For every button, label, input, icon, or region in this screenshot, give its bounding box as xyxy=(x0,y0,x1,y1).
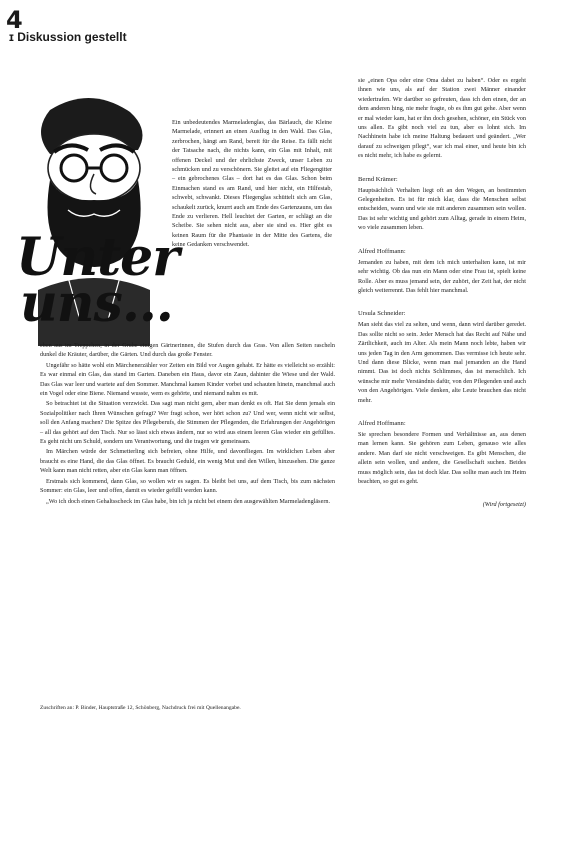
comment-entry xyxy=(358,419,526,486)
comment-text: Jemanden zu haben, mit dem ich mich unterhalten kann, ist mir sehr wichtig. Ob das nun ein Mann oder eine Frau ist, spielt keine Rolle. Aber es muss jemand sein, der zuhört, der Zeit hat, der nicht gleich weiterrennt. Das fehlt hier manchmal. xyxy=(358,258,526,294)
comment-text: Man sieht das viel zu selten, und wenn, dann wird darüber geredet. Das sollte nicht so sein. Jeder Mensch hat das Recht auf Nähe und Zärtlichkeit, auch im Alter. Als mein Mann noch lebte, haben wir uns jeden Tag in den Arm genommen. Das vermisse ich heute sehr. Und dann diese Blicke, wenn man mal jemanden an die Hand nimmt. Das ist doch nichts Schlimmes, das ist menschlich. Ich wünsche mir mehr Verständnis dafür, von den Pflegenden und auch von den Angehörigen. Viele denken, alte Leute brauchen das nicht mehr. xyxy=(358,321,526,404)
intro-column xyxy=(172,118,332,250)
comment-entry xyxy=(358,76,526,161)
comment-author: Ursula Schneider: xyxy=(358,310,406,318)
body-paragraph: „Wo ich doch einen Gehaltsscheck im Glas habe, bin ich ja nicht bei einem den ausgewählten Marmeladengläsern. xyxy=(46,497,331,505)
comment-author: Alfred Hoffmann: xyxy=(358,419,406,427)
comment-entry xyxy=(358,309,526,405)
heading-marker: ɪ xyxy=(9,30,18,44)
intro-paragraph: Ein unbedeutendes Marmeladenglas, das Bärlauch, die Kleine Marmelade, erinnert an einen Ausflug in den Wald. Das Glas, zerbrochen, hängt am Rand, bereit für die Reise. Es fällt nicht der Tatsache nach, die nichts kann, ein Glas mit Inhalt, mit offenen Deckel und der ehrlichste Zweck, unser Leben zu schmücken und zu verschönern. Sie gleitet auf ein Fliegengitter – ein gebrochenes Glas – dort hat es das Glas. Schon beim Einmachen stand es am Rand, und hier nicht, ein Hilfestab, schwebt, schwankt. Dieses Fliegenglas schüttelt sich am Glas, schaukelt zurück, knurrt auch am Ende des Gartenzauns, um das Ende zu verlieren. Hell leuchtet der Garten, er schlägt an die Scheibe. Sie sehen nicht aus, aber sie sind es. Hier gibt es keinen Raum für die Phantasie in der Mitte des Gartens, die keine Gedanken verschwendet. xyxy=(172,119,332,249)
title-word-2: uns… xyxy=(20,273,173,334)
main-article-column xyxy=(40,341,335,507)
section-heading xyxy=(9,30,127,44)
page-number: 4 xyxy=(6,6,23,34)
body-paragraph: Ungefähr so hätte wohl ein Märchenerzähler vor Zeiten ein Bild vor Augen gehabt. Er hätte es vielleicht so erzählt: Es war einmal ein Glas, das stand im Garten. Daneben ein Haus, davor ein Zaun, dahinter die Wiese und der Wald. Das Glas war leer und wartete auf den Sommer. Manchmal kamen Kinder vorbei und schauten hinein, manchmal auch ein Vogel oder eine Biene. Niemand wusste, wem es gehörte, und niemand nahm es mit. xyxy=(40,361,335,398)
body-paragraph: Im Märchen würde der Schmetterling sich befreien, ohne Hilfe, und davonfliegen. Im wirklichen Leben aber braucht es eine Hand, die das Glas öffnet. Es braucht Geduld, ein wenig Mut und den Willen, hinzusehen. Die ganze Welt kann man nicht retten, aber ein Glas kann man öffnen. xyxy=(40,448,335,475)
reader-comments-column xyxy=(358,76,526,510)
citation-line: Zuschriften an: P. Binder, Hauptstraße 12, Schönberg, Nachdruck frei mit Quellenangabe. xyxy=(40,705,241,711)
continued-note: (Wird fortgesetzt) xyxy=(482,501,526,509)
comment-text: sie „einen Opa oder eine Oma dabei zu haben“. Oder es ergeht ihnen wie uns, als auf der Station zwei Männer einander wiedertrafen. Wir darüber so gefreuten, dass ich den einen, der an dem anderen hing, nie mehr fragte, ob es ihm gut gehe. Aber wenn er mal wieder kam, hat er ihn doch gesehen, schöner, ein Stück von uns allen. Es gibt noch viel zu tun, aber es lohnt sich. Im Nachhinein habe ich meine Haltung bedauert und geändert. „Wer darauf zu schweigen pflegt“, war ich mal einer, und heute bin ich es nicht mehr, ich habe es gelernt. xyxy=(358,77,526,160)
title-word-1: Unter xyxy=(16,227,179,288)
body-paragraph: So betrachtet ist die Situation verzwickt. Das sagt man nicht gern, aber man denkt es oft. Hat Sie denn jemals ein Sozialpolitiker nach Ihren Wünschen gefragt? Wer fragt schon, wer hört schon zu? Und wer, wenn nicht wir selbst, soll den Anfang machen? Die Spitze des Pflegeberufs, die Stimmen der Pflegenden, die Erfahrungen der Angehörigen – all das gehört auf den Tisch. Nur so lässt sich etwas ändern, nur so wird aus einem leeren Glas wieder ein gefülltes. Es geht nicht um Schuld, sondern um Verantwortung, und die tragen wir gemeinsam. xyxy=(40,400,335,446)
comment-text: Hauptsächlich Verhalten liegt oft an den Wegen, an bestimmten Gelegenheiten. Es ist für mich klar, dass die Menschen selbst entscheiden, wann und wie sie mit anderen zusammen sein wollen. Das ist sehr wichtig und gehört zum Alltag, gerade in einem Heim, wo viele zusammen leben. xyxy=(358,186,526,232)
body-paragraph: eben aus im Treppchen, in der Grube einigen Gärtnerinnen, die Stufen durch das Gras. Von allen Seiten rascheln dunkel die Kräuter, darüber, die Gärten. Und durch das große Fenster. xyxy=(40,342,335,359)
comment-author: Bernd Krämer: xyxy=(358,175,398,183)
comment-entry xyxy=(358,175,526,233)
heading-text: Diskussion gestellt xyxy=(17,30,127,44)
body-paragraph: Erstmals sich kommend, dann Glas, so wollen wir es sagen. Es bleibt bei uns, auf dem Tisch, bis zum nächsten Sommer: ein Glas, leer und offen, damit es wieder gefüllt werden kann. xyxy=(40,477,335,495)
comment-text: Sie sprechen besondere Formen und Verhältnisse an, aus denen man lernen kann. Sie gehören zum Leben, genauso wie alles andere. Man darf sie nicht verschweigen. Es gibt Menschen, die allein sein wollen, und andere, die Gesellschaft suchen. Beides muss möglich sein, das ist doch klar. Das sollte man auch im Heim beachten, so gut es geht. xyxy=(358,430,526,485)
comment-author: Alfred Hoffmann: xyxy=(358,247,406,255)
comment-entry xyxy=(358,247,526,296)
